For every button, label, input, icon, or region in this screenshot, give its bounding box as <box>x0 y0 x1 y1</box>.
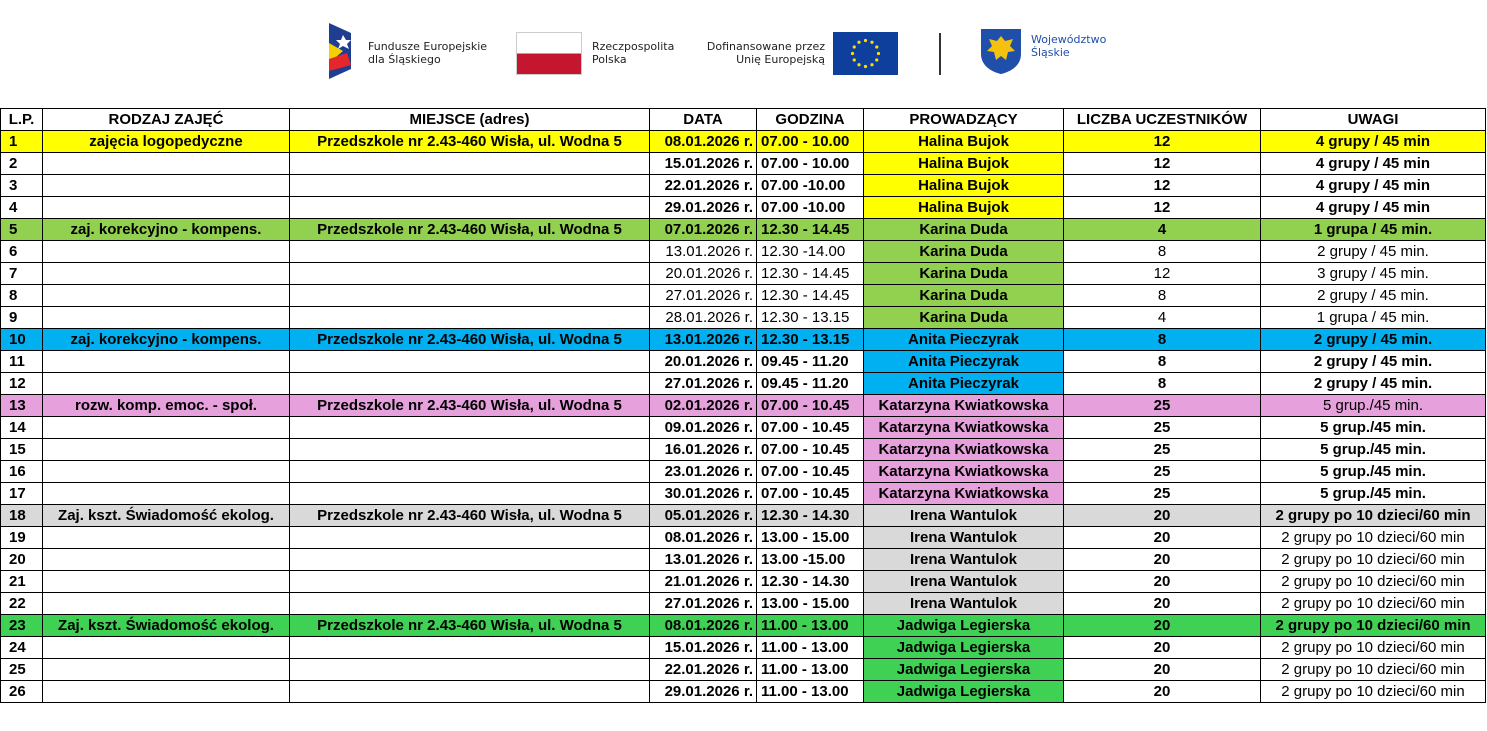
cell-time: 12.30 - 14.30 <box>757 571 864 593</box>
cell-time: 13.00 - 15.00 <box>757 527 864 549</box>
cell-date: 13.01.2026 r. <box>650 241 757 263</box>
cell-leader: Irena Wantulok <box>864 571 1064 593</box>
cell-type <box>43 461 290 483</box>
cell-count: 20 <box>1064 593 1261 615</box>
table-row <box>1 263 1486 285</box>
table-row <box>1 153 1486 175</box>
cell-time: 12.30 - 13.15 <box>757 329 864 351</box>
cell-place <box>290 593 650 615</box>
cell-notes: 5 grup./45 min. <box>1261 395 1486 417</box>
table-row <box>1 307 1486 329</box>
rp-logo-line-2: Polska <box>592 53 627 66</box>
eu-logo-text <box>700 40 825 66</box>
cell-place <box>290 373 650 395</box>
cell-count: 8 <box>1064 241 1261 263</box>
cell-type: zaj. korekcyjno - kompens. <box>43 219 290 241</box>
cell-count: 25 <box>1064 395 1261 417</box>
cell-date: 13.01.2026 r. <box>650 549 757 571</box>
cell-type <box>43 527 290 549</box>
cell-time: 11.00 - 13.00 <box>757 637 864 659</box>
cell-date: 08.01.2026 r. <box>650 527 757 549</box>
cell-lp: 10 <box>1 329 43 351</box>
cell-notes: 1 grupa / 45 min. <box>1261 219 1486 241</box>
table-body <box>1 131 1486 703</box>
cell-lp: 22 <box>1 593 43 615</box>
cell-date: 29.01.2026 r. <box>650 197 757 219</box>
cell-type: zaj. korekcyjno - kompens. <box>43 329 290 351</box>
fe-logo-text <box>368 40 487 66</box>
cell-leader: Halina Bujok <box>864 197 1064 219</box>
cell-lp: 2 <box>1 153 43 175</box>
eu-star-icon <box>851 52 854 55</box>
table-row <box>1 483 1486 505</box>
cell-place <box>290 461 650 483</box>
cell-notes: 4 grupy / 45 min <box>1261 197 1486 219</box>
eu-star-icon <box>857 41 860 44</box>
cell-notes: 2 grupy po 10 dzieci/60 min <box>1261 637 1486 659</box>
cell-leader: Halina Bujok <box>864 153 1064 175</box>
cell-count: 25 <box>1064 417 1261 439</box>
table-row <box>1 571 1486 593</box>
cell-date: 20.01.2026 r. <box>650 351 757 373</box>
cell-leader: Katarzyna Kwiatkowska <box>864 483 1064 505</box>
table-row <box>1 285 1486 307</box>
cell-place <box>290 659 650 681</box>
cell-date: 30.01.2026 r. <box>650 483 757 505</box>
cell-date: 15.01.2026 r. <box>650 153 757 175</box>
cell-count: 20 <box>1064 527 1261 549</box>
cell-leader: Karina Duda <box>864 219 1064 241</box>
cell-time: 12.30 -14.00 <box>757 241 864 263</box>
eu-star-icon <box>875 45 878 48</box>
rp-logo-text <box>592 40 674 66</box>
cell-leader: Irena Wantulok <box>864 593 1064 615</box>
cell-notes: 2 grupy / 45 min. <box>1261 285 1486 307</box>
table-row <box>1 175 1486 197</box>
cell-count: 12 <box>1064 175 1261 197</box>
cell-notes: 2 grupy po 10 dzieci/60 min <box>1261 681 1486 703</box>
fe-logo-line-2: dla Śląskiego <box>368 53 441 66</box>
cell-count: 20 <box>1064 637 1261 659</box>
slaskie-logo-line-2: Śląskie <box>1031 46 1070 59</box>
cell-type <box>43 175 290 197</box>
table-row <box>1 549 1486 571</box>
cell-count: 8 <box>1064 351 1261 373</box>
cell-count: 25 <box>1064 461 1261 483</box>
cell-count: 12 <box>1064 197 1261 219</box>
cell-leader: Irena Wantulok <box>864 527 1064 549</box>
eu-flag-icon <box>833 32 898 75</box>
cell-count: 12 <box>1064 131 1261 153</box>
cell-type <box>43 307 290 329</box>
cell-type <box>43 263 290 285</box>
cell-date: 05.01.2026 r. <box>650 505 757 527</box>
cell-time: 13.00 - 15.00 <box>757 593 864 615</box>
cell-time: 07.00 - 10.45 <box>757 439 864 461</box>
table-row <box>1 439 1486 461</box>
cell-type: zajęcia logopedyczne <box>43 131 290 153</box>
cell-notes: 2 grupy po 10 dzieci/60 min <box>1261 593 1486 615</box>
cell-place <box>290 175 650 197</box>
cell-time: 11.00 - 13.00 <box>757 615 864 637</box>
cell-lp: 1 <box>1 131 43 153</box>
eu-logo-line-2: Unię Europejską <box>736 53 825 66</box>
table-row <box>1 461 1486 483</box>
cell-time: 07.00 - 10.00 <box>757 131 864 153</box>
cell-leader: Halina Bujok <box>864 131 1064 153</box>
eu-logo-line-1: Dofinansowane przez <box>706 40 825 53</box>
cell-leader: Katarzyna Kwiatkowska <box>864 461 1064 483</box>
eu-star-icon <box>853 58 856 61</box>
cell-time: 09.45 - 11.20 <box>757 373 864 395</box>
cell-type: rozw. komp. emoc. - społ. <box>43 395 290 417</box>
cell-time: 07.00 -10.00 <box>757 175 864 197</box>
cell-leader: Anita Pieczyrak <box>864 329 1064 351</box>
cell-time: 07.00 - 10.45 <box>757 461 864 483</box>
header-rodzaj-zajec: RODZAJ ZAJĘĆ <box>43 109 290 131</box>
slaskie-logo-line-1: Województwo <box>1031 33 1107 46</box>
cell-place <box>290 549 650 571</box>
cell-lp: 12 <box>1 373 43 395</box>
cell-count: 8 <box>1064 329 1261 351</box>
cell-notes: 2 grupy po 10 dzieci/60 min <box>1261 505 1486 527</box>
fe-logo-line-1: Fundusze Europejskie <box>368 40 488 53</box>
cell-time: 13.00 -15.00 <box>757 549 864 571</box>
cell-type <box>43 659 290 681</box>
cell-date: 20.01.2026 r. <box>650 263 757 285</box>
cell-place <box>290 637 650 659</box>
cell-time: 11.00 - 13.00 <box>757 659 864 681</box>
table-row <box>1 351 1486 373</box>
cell-type <box>43 241 290 263</box>
cell-count: 4 <box>1064 219 1261 241</box>
table-row <box>1 197 1486 219</box>
cell-type <box>43 483 290 505</box>
cell-count: 20 <box>1064 549 1261 571</box>
cell-lp: 9 <box>1 307 43 329</box>
cell-place <box>290 681 650 703</box>
cell-count: 25 <box>1064 483 1261 505</box>
polish-flag-icon <box>516 32 582 75</box>
cell-notes: 5 grup./45 min. <box>1261 439 1486 461</box>
cell-lp: 11 <box>1 351 43 373</box>
cell-notes: 4 grupy / 45 min <box>1261 175 1486 197</box>
cell-lp: 25 <box>1 659 43 681</box>
cell-notes: 2 grupy / 45 min. <box>1261 241 1486 263</box>
cell-date: 07.01.2026 r. <box>650 219 757 241</box>
fundusze-europejskie-logo-icon <box>329 23 361 79</box>
cell-notes: 2 grupy po 10 dzieci/60 min <box>1261 615 1486 637</box>
cell-lp: 26 <box>1 681 43 703</box>
cell-lp: 14 <box>1 417 43 439</box>
cell-lp: 17 <box>1 483 43 505</box>
cell-leader: Jadwiga Legierska <box>864 615 1064 637</box>
cell-date: 15.01.2026 r. <box>650 637 757 659</box>
cell-notes: 2 grupy / 45 min. <box>1261 351 1486 373</box>
cell-time: 07.00 - 10.45 <box>757 483 864 505</box>
table-row <box>1 637 1486 659</box>
table-row <box>1 615 1486 637</box>
schedule-table <box>0 108 1486 703</box>
cell-lp: 7 <box>1 263 43 285</box>
cell-leader: Karina Duda <box>864 263 1064 285</box>
logo-bar <box>0 0 1487 108</box>
cell-time: 07.00 -10.00 <box>757 197 864 219</box>
cell-time: 11.00 - 13.00 <box>757 681 864 703</box>
cell-time: 07.00 - 10.00 <box>757 153 864 175</box>
cell-time: 12.30 - 14.45 <box>757 219 864 241</box>
eu-star-icon <box>877 52 880 55</box>
cell-place <box>290 197 650 219</box>
cell-type <box>43 681 290 703</box>
table-row <box>1 395 1486 417</box>
table-row <box>1 593 1486 615</box>
table-row <box>1 681 1486 703</box>
cell-date: 08.01.2026 r. <box>650 615 757 637</box>
cell-type <box>43 637 290 659</box>
cell-type <box>43 153 290 175</box>
cell-notes: 2 grupy po 10 dzieci/60 min <box>1261 549 1486 571</box>
cell-count: 20 <box>1064 505 1261 527</box>
cell-place <box>290 417 650 439</box>
cell-lp: 15 <box>1 439 43 461</box>
cell-notes: 2 grupy po 10 dzieci/60 min <box>1261 571 1486 593</box>
cell-lp: 16 <box>1 461 43 483</box>
cell-time: 12.30 - 14.45 <box>757 285 864 307</box>
cell-lp: 6 <box>1 241 43 263</box>
cell-place: Przedszkole nr 2.43-460 Wisła, ul. Wodna 5 <box>290 329 650 351</box>
cell-count: 4 <box>1064 307 1261 329</box>
cell-count: 20 <box>1064 681 1261 703</box>
rp-logo-line-1: Rzeczpospolita <box>592 40 675 53</box>
cell-type <box>43 285 290 307</box>
cell-notes: 5 grup./45 min. <box>1261 461 1486 483</box>
cell-time: 07.00 - 10.45 <box>757 417 864 439</box>
cell-place <box>290 571 650 593</box>
cell-place <box>290 285 650 307</box>
cell-leader: Irena Wantulok <box>864 549 1064 571</box>
cell-place: Przedszkole nr 2.43-460 Wisła, ul. Wodna 5 <box>290 219 650 241</box>
cell-date: 29.01.2026 r. <box>650 681 757 703</box>
cell-count: 12 <box>1064 263 1261 285</box>
cell-date: 22.01.2026 r. <box>650 175 757 197</box>
cell-notes: 2 grupy po 10 dzieci/60 min <box>1261 659 1486 681</box>
cell-notes: 4 grupy / 45 min <box>1261 131 1486 153</box>
cell-place <box>290 307 650 329</box>
cell-lp: 23 <box>1 615 43 637</box>
cell-notes: 4 grupy / 45 min <box>1261 153 1486 175</box>
cell-date: 16.01.2026 r. <box>650 439 757 461</box>
cell-date: 27.01.2026 r. <box>650 285 757 307</box>
cell-lp: 20 <box>1 549 43 571</box>
table-header-row <box>1 109 1486 131</box>
table-row <box>1 417 1486 439</box>
header-godzina: GODZINA <box>757 109 864 131</box>
cell-leader: Irena Wantulok <box>864 505 1064 527</box>
cell-leader: Jadwiga Legierska <box>864 637 1064 659</box>
cell-leader: Halina Bujok <box>864 175 1064 197</box>
cell-date: 08.01.2026 r. <box>650 131 757 153</box>
cell-type <box>43 373 290 395</box>
cell-leader: Katarzyna Kwiatkowska <box>864 417 1064 439</box>
table-row <box>1 659 1486 681</box>
cell-leader: Jadwiga Legierska <box>864 659 1064 681</box>
cell-count: 20 <box>1064 615 1261 637</box>
eu-star-icon <box>853 45 856 48</box>
table-row <box>1 329 1486 351</box>
cell-place <box>290 241 650 263</box>
cell-count: 8 <box>1064 373 1261 395</box>
cell-lp: 4 <box>1 197 43 219</box>
cell-leader: Karina Duda <box>864 241 1064 263</box>
cell-time: 09.45 - 11.20 <box>757 351 864 373</box>
cell-type <box>43 439 290 461</box>
cell-notes: 2 grupy po 10 dzieci/60 min <box>1261 527 1486 549</box>
cell-date: 23.01.2026 r. <box>650 461 757 483</box>
cell-place <box>290 351 650 373</box>
cell-lp: 5 <box>1 219 43 241</box>
cell-place: Przedszkole nr 2.43-460 Wisła, ul. Wodna 5 <box>290 395 650 417</box>
header-prowadzacy: PROWADZĄCY <box>864 109 1064 131</box>
cell-time: 07.00 - 10.45 <box>757 395 864 417</box>
header-uwagi: UWAGI <box>1261 109 1486 131</box>
cell-place <box>290 439 650 461</box>
logo-separator <box>939 33 941 75</box>
cell-type <box>43 197 290 219</box>
cell-type <box>43 593 290 615</box>
cell-notes: 2 grupy / 45 min. <box>1261 329 1486 351</box>
cell-date: 13.01.2026 r. <box>650 329 757 351</box>
cell-place: Przedszkole nr 2.43-460 Wisła, ul. Wodna 5 <box>290 131 650 153</box>
cell-lp: 3 <box>1 175 43 197</box>
cell-place <box>290 483 650 505</box>
cell-lp: 13 <box>1 395 43 417</box>
cell-date: 22.01.2026 r. <box>650 659 757 681</box>
cell-place: Przedszkole nr 2.43-460 Wisła, ul. Wodna 5 <box>290 505 650 527</box>
cell-leader: Katarzyna Kwiatkowska <box>864 395 1064 417</box>
header-liczba-uczestnikow: LICZBA UCZESTNIKÓW <box>1064 109 1261 131</box>
cell-lp: 21 <box>1 571 43 593</box>
cell-time: 12.30 - 13.15 <box>757 307 864 329</box>
cell-lp: 18 <box>1 505 43 527</box>
cell-leader: Anita Pieczyrak <box>864 351 1064 373</box>
cell-notes: 5 grup./45 min. <box>1261 483 1486 505</box>
cell-type <box>43 571 290 593</box>
eu-star-icon <box>870 41 873 44</box>
eu-star-icon <box>857 63 860 66</box>
cell-lp: 19 <box>1 527 43 549</box>
cell-notes: 3 grupy / 45 min. <box>1261 263 1486 285</box>
table-row <box>1 131 1486 153</box>
cell-time: 12.30 - 14.30 <box>757 505 864 527</box>
cell-place <box>290 153 650 175</box>
table-row <box>1 527 1486 549</box>
cell-date: 28.01.2026 r. <box>650 307 757 329</box>
table-row <box>1 241 1486 263</box>
cell-notes: 1 grupa / 45 min. <box>1261 307 1486 329</box>
header-miejsce: MIEJSCE (adres) <box>290 109 650 131</box>
cell-date: 27.01.2026 r. <box>650 373 757 395</box>
silesia-shield-icon <box>980 28 1022 75</box>
cell-date: 21.01.2026 r. <box>650 571 757 593</box>
eu-star-icon <box>864 65 867 68</box>
header-data: DATA <box>650 109 757 131</box>
eu-star-icon <box>864 39 867 42</box>
cell-time: 12.30 - 14.45 <box>757 263 864 285</box>
eu-star-icon <box>875 58 878 61</box>
cell-count: 8 <box>1064 285 1261 307</box>
cell-type: Zaj. kszt. Świadomość ekolog. <box>43 615 290 637</box>
cell-leader: Jadwiga Legierska <box>864 681 1064 703</box>
cell-date: 09.01.2026 r. <box>650 417 757 439</box>
cell-type <box>43 417 290 439</box>
cell-date: 27.01.2026 r. <box>650 593 757 615</box>
slaskie-logo-text <box>1031 33 1106 59</box>
header-lp: L.P. <box>1 109 43 131</box>
eu-star-icon <box>870 63 873 66</box>
cell-notes: 5 grup./45 min. <box>1261 417 1486 439</box>
cell-type <box>43 549 290 571</box>
table-row <box>1 373 1486 395</box>
cell-count: 20 <box>1064 571 1261 593</box>
cell-place <box>290 527 650 549</box>
cell-lp: 24 <box>1 637 43 659</box>
table-row <box>1 505 1486 527</box>
cell-place <box>290 263 650 285</box>
cell-place: Przedszkole nr 2.43-460 Wisła, ul. Wodna 5 <box>290 615 650 637</box>
cell-type <box>43 351 290 373</box>
cell-count: 12 <box>1064 153 1261 175</box>
cell-leader: Anita Pieczyrak <box>864 373 1064 395</box>
cell-date: 02.01.2026 r. <box>650 395 757 417</box>
table-row <box>1 219 1486 241</box>
cell-lp: 8 <box>1 285 43 307</box>
cell-leader: Karina Duda <box>864 285 1064 307</box>
cell-notes: 2 grupy / 45 min. <box>1261 373 1486 395</box>
cell-leader: Katarzyna Kwiatkowska <box>864 439 1064 461</box>
cell-count: 25 <box>1064 439 1261 461</box>
cell-count: 20 <box>1064 659 1261 681</box>
cell-leader: Karina Duda <box>864 307 1064 329</box>
cell-type: Zaj. kszt. Świadomość ekolog. <box>43 505 290 527</box>
